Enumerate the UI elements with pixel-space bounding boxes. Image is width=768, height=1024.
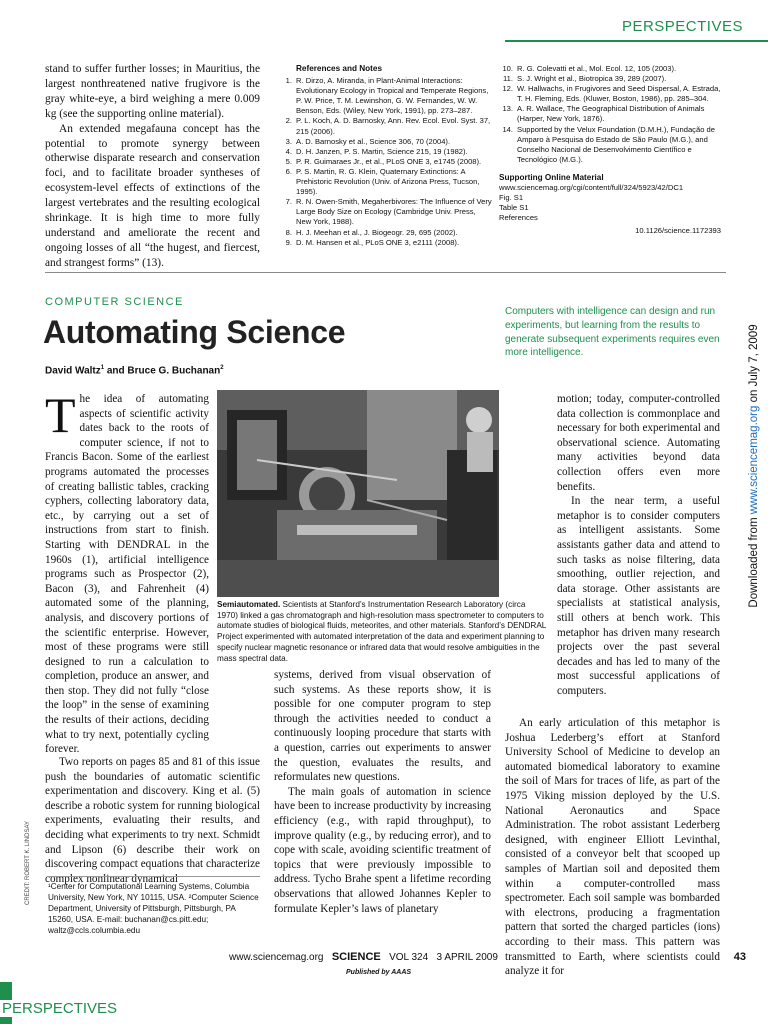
reference-item (278, 76, 492, 116)
article-section: COMPUTER SCIENCE (45, 296, 184, 308)
reference-number: 7. (285, 197, 292, 207)
affiliations (48, 876, 260, 936)
references-col-1 (278, 64, 492, 248)
reference-item (278, 197, 492, 227)
intro-text: he idea of automating aspects of scientific activity dates back to the roots of computer science, if not to Francis Bacon. Some of the earliest programs automated the processes of creating ballistic tables, cracking cyphers, collecting laboratory data, etc., by carrying out a set of instructions from start to finish. Starting with DENDRAL in the 1960s (1), artificial intelligence programs such as Prospector (2), Bacon (3), and Fahrenheit (4) automated some of the planning, analysis, and discovery portions of the scientific enterprise. However, most of these programs were still designed to run a calculation to completion, produce an answer, and then stop. They did not fully “close the loop” in the sense of examining the results of their actions, deciding what to try next, potentially cycling forever. (45, 393, 209, 756)
reference-number: 13. (502, 104, 513, 114)
som-table: Table S1 (499, 203, 529, 213)
drop-cap: T (45, 387, 76, 443)
section-header: PERSPECTIVES (621, 18, 743, 35)
reference-item (278, 147, 492, 157)
caption-text: Scientists at Stanford’s Instrumentation Research Laboratory (circa 1970) linked a gas chromatograph and high-resolution mass spectrometer to computers to automate studies of biological fluids, meteorites, and other materials. Stanford’s DENDRAL Project experimented with automated interpretation of the data and experiment planning to specify nuclear magnetic resonance or infrared data that would resolve ambiguities in the mass spectral data. (217, 600, 547, 663)
reference-text: A. D. Barnosky et al., Science 306, 70 (2004). (296, 136, 451, 146)
col2-paragraph: systems, derived from visual observation of such systems. As these reports show, it is possible for one computer program to step through the activities needed to conduct a continuously looping procedure that starts with a question, carries out experiments to answer the question, evaluates the results, and reformulates new questions. (274, 669, 491, 784)
article-col-1-lower (45, 755, 260, 886)
caption-label: Semiautomated. (217, 600, 281, 609)
reference-number: 11. (503, 74, 513, 84)
references-heading: References and Notes (296, 64, 383, 73)
author-1-affiliation: 1 (100, 365, 105, 371)
article-col-2 (274, 668, 491, 916)
reference-item (278, 116, 492, 136)
reports-paragraph: Two reports on pages 85 and 81 of this issue push the boundaries of automatic scientific experimentation and discovery. King et al. (5) describe a robotic system for running biological experiments, evaluating their results, and deciding what experiments to try next. Schmidt and Lipson (6) describe their work on discovering compact equations that characterize complex nonlinear dynamical (45, 756, 260, 885)
author-1: David Waltz (45, 365, 101, 377)
reference-text: R. G. Colevatti et al., Mol. Ecol. 12, 105 (2003). (517, 64, 677, 73)
article-col-1 (45, 387, 209, 757)
reference-number: 10. (502, 64, 513, 73)
reference-text: P. L. Koch, A. D. Barnosky, Ann. Rev. Ecol. Evol. Syst. 37, 215 (2006). (296, 116, 491, 136)
col3-paragraph: In the near term, a useful metaphor is to consider computers as intelligent assistants. Some assistants gather data and attend to such tasks as noise filtering, data smoothing, outlier rejection, and data storage. Other assistants are specialists at statistical analysis, still others at bench work. This metaphor has driven many research projects over the past several decades and has led to many of the most successful applications of computers. (557, 495, 720, 697)
article-title: Automating Science (43, 314, 346, 350)
photo-credit: CREDIT: ROBERT K. LINDSAY (25, 820, 32, 906)
page-number: 43 (733, 951, 746, 963)
reference-item (499, 64, 721, 74)
reference-item (499, 125, 721, 165)
bottom-section-label: PERSPECTIVES (2, 1000, 118, 1017)
footer-volume: VOL 324 (389, 952, 429, 963)
reference-number: 4. (285, 146, 292, 156)
download-link[interactable]: www.sciencemag.org (748, 405, 760, 515)
reference-number: 1. (285, 76, 292, 86)
reference-item (278, 228, 492, 238)
reference-number: 8. (285, 227, 292, 237)
footer-date: 3 APRIL 2009 (436, 952, 498, 963)
reference-number: 5. (285, 156, 292, 166)
header-rule (505, 40, 768, 42)
col2-paragraph: The main goals of automation in science have been to increase productivity by increasing efficiency (e.g., with rapid throughput), to improve quality (e.g., by reducing error), and to cope with scale, avoiding scientific treatment of topics that were previously impossible to address. Tycho Brahe spent a lifetime recording observations that allowed Johannes Kepler to formulate Kepler’s laws of planetary (274, 785, 491, 915)
footer-url[interactable]: www.sciencemag.org (229, 952, 324, 963)
intro-paragraph (45, 387, 209, 757)
reference-text: P. R. Guimaraes Jr., et al., PLoS ONE 3, e1745 (2008). (296, 156, 482, 166)
previous-paragraph: stand to suffer further losses; in Mauritius, the largest nonthreatened native frugivore is the gray white-eye, a bird weighing a mere 0.009 kg (see the supporting online material). (45, 63, 260, 120)
author-2: and Bruce G. Buchanan (104, 365, 221, 377)
page-footer (229, 951, 498, 963)
article-col-3-bottom (505, 716, 720, 979)
reference-item (278, 137, 492, 147)
reference-item (499, 84, 721, 104)
reference-text: H. J. Meehan et al., J. Biogeogr. 29, 695 (2002). (296, 227, 458, 237)
footer-journal: SCIENCE (331, 951, 381, 963)
reference-text: D. M. Hansen et al., PLoS ONE 3, e2111 (2008). (296, 237, 460, 247)
reference-text: Supported by the Velux Foundation (D.M.H.), Fundação de Amparo à Pesquisa do Estado de São Paulo (M.G.), and Conselho Nacional de Desenvolvimento Científico e Tecnológico (M.G.). (517, 124, 715, 164)
reference-text: D. H. Janzen, P. S. Martin, Science 215, 19 (1982). (296, 146, 468, 156)
previous-article-text (45, 62, 260, 271)
reference-number: 12. (502, 84, 513, 94)
reference-text: A. R. Wallace, The Geographical Distribution of Animals (Harper, New York, 1876). (517, 104, 705, 124)
affiliations-text: ¹Center for Computational Learning Systems, Columbia University, New York, NY 10115, USA. ²Computer Science Department, University of Pittsburgh, Pittsburgh, PA 15260, USA. E-mail: buchanan@cs.pitt.edu; waltz@ccls.columbia.edu (48, 882, 259, 935)
references-col-2 (499, 64, 721, 237)
reference-text: R. Dirzo, A. Miranda, in Plant-Animal Interactions: Evolutionary Ecology in Tropical and Temperate Regions, P. W. Price, T. M. Lewinshon, G. W. Fernandes, W. W. Benson, Eds. (Wiley, New York, 1991), pp. 273–287. (296, 76, 489, 116)
reference-number: 9. (285, 237, 292, 247)
som-refs: References (499, 213, 538, 223)
download-notice (748, 316, 760, 616)
reference-item (278, 238, 492, 248)
reference-text: W. Hallwachs, in Frugivores and Seed Dispersal, A. Estrada, T. H. Fleming, Eds. (Kluwer, Boston, 1986), pp. 285–304. (517, 84, 721, 104)
lederberg-paragraph: An early articulation of this metaphor is Joshua Lederberg’s effort at Stanford University School of Medicine to develop an automated biomedical laboratory to examine the soil of Mars for traces of life, as part of the 1975 Viking mission deployed by the U.S. National Aeronautics and Space Administration. The robot assistant Lederberg designed, with engineer Elliott Levinthal, consisted of a conveyor belt that scooped up samples of Martian soil and deposited them within a computer-controlled mass spectrometer. Each soil sample was bombarded with electrons, producing a fragmentation pattern that sorted the charged particles (ions) according to their mass. This pattern was transmitted to Earth, where scientists could analyze it for (505, 717, 720, 978)
lab-photo-illustration (217, 390, 499, 597)
photo-caption (217, 600, 547, 664)
reference-item (278, 157, 492, 167)
reference-number: 6. (285, 166, 292, 176)
article-authors (45, 365, 224, 376)
reference-text: R. N. Owen-Smith, Megaherbivores: The Influence of Very Large Body Size on Ecology (Cambridge Univ. Press, New York, 1988). (296, 197, 492, 227)
reference-text: P. S. Martin, R. G. Klein, Quaternary Extinctions: A Prehistoric Revolution (Univ. of Arizona Press, Tucson, 1995). (296, 166, 480, 197)
reference-text: S. J. Wright et al., Biotropica 39, 289 (2007). (517, 74, 667, 84)
som-fig: Fig. S1 (499, 193, 524, 203)
reference-item (499, 74, 721, 84)
doi: 10.1126/science.1172393 (635, 226, 721, 236)
download-suffix: on July 7, 2009 (748, 324, 760, 406)
col3-paragraph: motion; today, computer-controlled data collection is commonplace and necessary for both experimental and observational science. Automating many activities beyond data collection offers even more benefits. (557, 393, 720, 493)
reference-item (499, 104, 721, 124)
reference-number: 2. (285, 116, 292, 126)
download-prefix: Downloaded from (748, 514, 760, 608)
article-summary: Computers with intelligence can design and run experiments, but learning from the results to generate subsequent experiments requires even more intelligence. (505, 306, 720, 359)
author-2-affiliation: 2 (220, 365, 224, 371)
reference-number: 3. (285, 136, 292, 146)
article-col-3-top (557, 392, 720, 698)
som-link[interactable]: www.sciencemag.org/cgi/content/full/324/5923/42/DC1 (499, 183, 684, 193)
reference-item (278, 167, 492, 197)
publisher: Published by AAAS (346, 969, 412, 976)
previous-paragraph: An extended megafauna concept has the potential to promote synergy between otherwise disparate research and conservation foci, and to facilitate broader syntheses of ecosystem-level effects of extinctions of the largest vertebrates and the resulting ecological shrinkage. It is high time to more fully understand and ameliorate the recent and ongoing losses of all “the hugest, and fiercest, and strangest forms” (13). (45, 122, 260, 269)
lab-photo (217, 390, 499, 597)
section-divider (45, 272, 726, 273)
som-heading: Supporting Online Material (499, 172, 604, 182)
reference-number: 14. (502, 124, 513, 134)
